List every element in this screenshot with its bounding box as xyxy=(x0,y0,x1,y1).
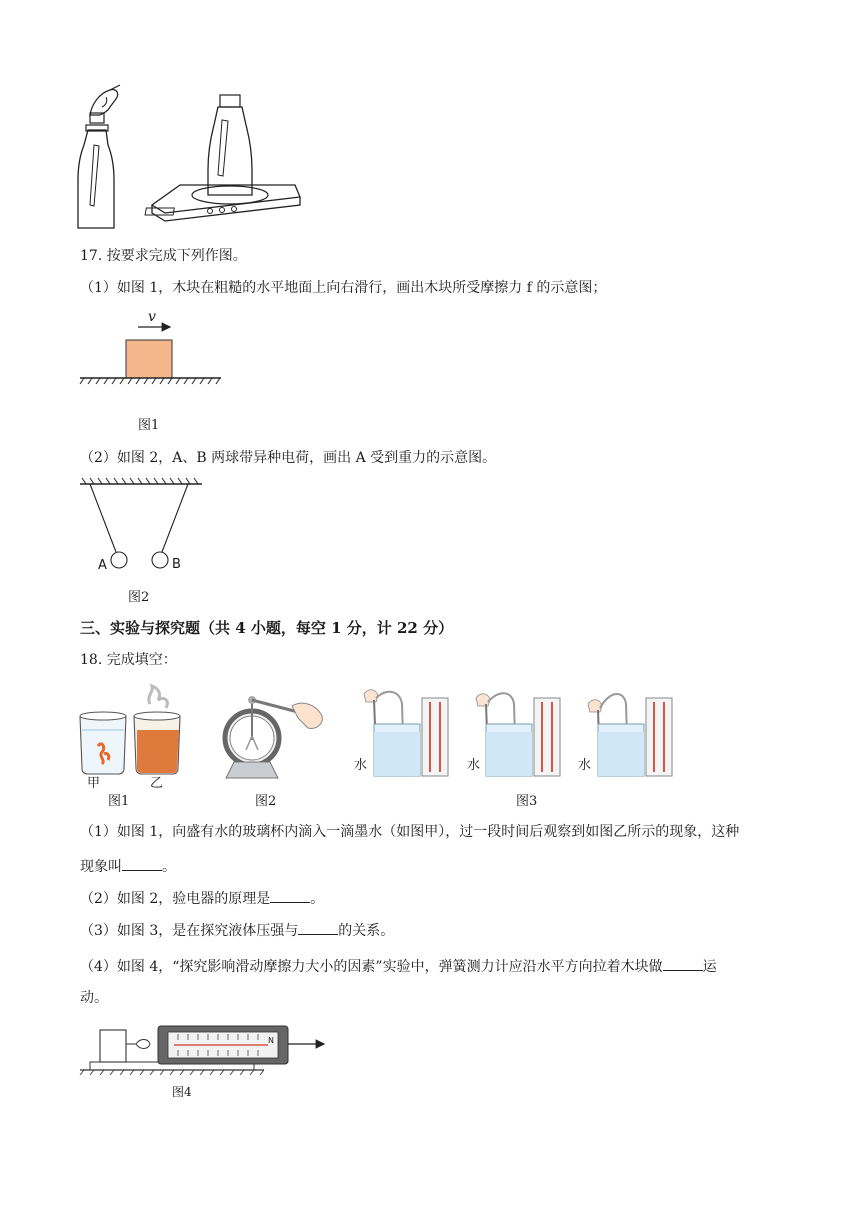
q18-fig3-pressure-setups xyxy=(346,684,676,779)
q18-title: 18. 完成填空： xyxy=(80,652,177,668)
velocity-label: v xyxy=(148,309,156,325)
q17-part2-text: （2）如图 2，A、B 两球带异种电荷，画出 A 受到重力的示意图。 xyxy=(80,450,497,466)
fig3-setup-1 xyxy=(364,690,448,776)
q18-fig3-caption: 图3 xyxy=(516,794,538,809)
fig3-water-label-3: 水 xyxy=(578,758,592,773)
answer-blank-4[interactable] xyxy=(663,956,703,971)
answer-blank-1[interactable] xyxy=(122,856,162,871)
answer-blank-2[interactable] xyxy=(270,888,310,903)
answer-blank-3[interactable] xyxy=(298,920,338,935)
fig3-setup-2 xyxy=(476,693,560,776)
q18-part4-line2: 动。 xyxy=(80,990,108,1006)
fig3-setup-3 xyxy=(588,694,672,776)
q17-title: 17. 按要求完成下列作图。 xyxy=(80,248,247,264)
fig1-label-yi: 乙 xyxy=(150,776,164,791)
q18-fig2-caption: 图2 xyxy=(255,794,277,809)
q18-fig4-caption: 图4 xyxy=(172,1085,192,1099)
q18-fig1-caption: 图1 xyxy=(108,794,130,809)
q18-fig4-spring-scale xyxy=(78,1020,338,1080)
q18-part1-line2 xyxy=(80,856,176,877)
q18-part3-text: （3）如图 3，是在探究液体压强与 xyxy=(80,923,299,939)
q18-part2-text: （2）如图 2，验电器的原理是 xyxy=(80,891,271,907)
q17-fig2-caption: 图2 xyxy=(128,590,150,605)
q18-part4-end: 运 xyxy=(702,959,717,975)
q18-part2-end: 。 xyxy=(310,891,325,907)
q17-fig1-caption: 图1 xyxy=(138,418,160,433)
q18-part1-line2-end: 。 xyxy=(162,859,176,875)
fig4-scale-unit: N xyxy=(268,1036,274,1045)
q18-part1-line1: （1）如图 1，向盛有水的玻璃杯内滴入一滴墨水（如图甲），过一段时间后观察到如图乙所示的现象，这种 xyxy=(80,824,740,840)
q18-part1-line2-text: 现象叫 xyxy=(80,859,122,875)
q18-fig1-beakers xyxy=(76,682,186,782)
fig3-water-label-1: 水 xyxy=(354,758,368,773)
fig3-water-label-2: 水 xyxy=(467,758,481,773)
bottle-scale-figure xyxy=(70,85,310,235)
fig1-label-jia: 甲 xyxy=(87,776,101,791)
ball-a-label: A xyxy=(98,558,107,573)
ball-b-label: B xyxy=(172,557,181,572)
q18-fig2-electroscope xyxy=(212,690,332,780)
q18-part4-text: （4）如图 4，“探究影响滑动摩擦力大小的因素”实验中，弹簧测力计应沿水平方向拉着木块做 xyxy=(80,959,663,975)
q18-part2 xyxy=(80,888,324,909)
q18-part3-end: 的关系。 xyxy=(338,923,395,939)
q17-part1-text: （1）如图 1，木块在粗糙的水平地面上向右滑行，画出木块所受摩擦力 f 的示意图； xyxy=(80,280,607,296)
q18-part3 xyxy=(80,920,394,941)
section3-heading: 三、实验与探究题（共 4 小题，每空 1 分，计 22 分） xyxy=(80,619,454,637)
q18-part4-line1 xyxy=(80,956,717,977)
